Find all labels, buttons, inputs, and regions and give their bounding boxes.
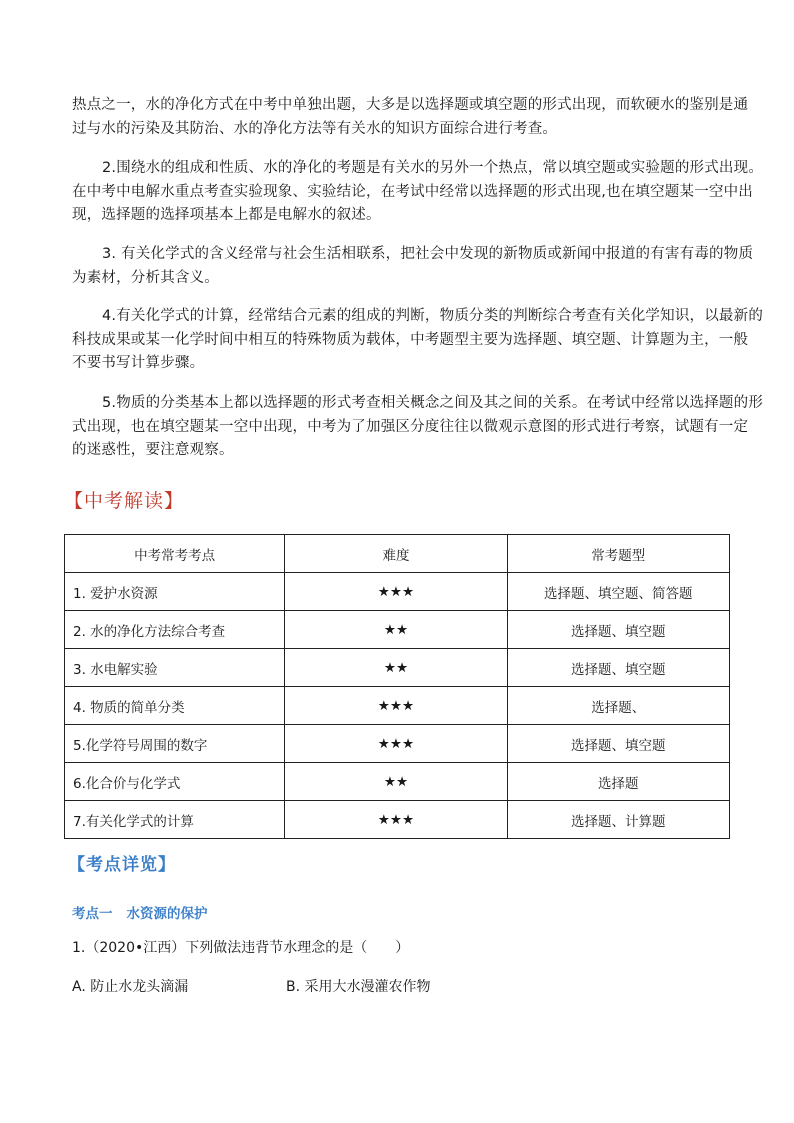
paragraph-line: 现，选择题的选择项基本上都是电解水的叙述。 [72,207,381,223]
subsection-title: 水资源的保护 [126,906,208,922]
difficulty-stars: ★★★ [285,801,507,839]
paragraph-2 [72,157,764,228]
difficulty-stars: ★★★ [285,725,507,763]
paragraph-line: 3. 有关化学式的含义经常与社会生活相联系，把社会中发现的新物质或新闻中报道的有害有毒的物质 [102,246,754,262]
question-types-cell: 选择题、计算题 [507,801,729,839]
exam-point-cell: 2. 水的净化方法综合考查 [65,611,285,649]
table-row [65,801,730,839]
table-row [65,649,730,687]
paragraph-line: 式出现，也在填空题某一空中出现，中考为了加强区分度往往以微观示意图的形式进行考察，试题有一定 [72,418,749,435]
exam-point-cell: 3. 水电解实验 [65,649,285,687]
paragraph-5 [72,392,764,463]
paragraph-line: 5.物质的分类基本上都以选择题的形式考查相关概念之间及其之间的关系。在考试中经常以选择题的形 [102,395,764,411]
difficulty-stars: ★★★ [285,687,507,725]
section-title-exam-interpretation: 【中考解读】 [64,490,185,512]
subsection-heading [72,902,208,922]
question-types-cell: 选择题、填空题 [507,725,729,763]
difficulty-stars: ★★ [285,649,507,687]
difficulty-stars: ★★ [285,611,507,649]
table-header-row [65,535,730,573]
difficulty-stars: ★★★ [285,573,507,611]
subsection-label: 考点一 [72,906,113,922]
question-types-cell: 选择题、 [507,687,729,725]
section-title-key-points: 【考点详览】 [68,855,176,875]
paragraph-line: 科技成果或某一化学时间中相互的特殊物质为载体，中考题型主要为选择题、填空题、计算题为主，一般 [72,331,749,348]
option-b: B. 采用大水漫灌农作物 [286,979,431,995]
difficulty-stars: ★★ [285,763,507,801]
paragraph-line: 热点之一，水的净化方式在中考中单独出题，大多是以选择题或填空题的形式出现，而软硬水的鉴别是通 [72,97,749,113]
paragraph-line: 4.有关化学式的计算，经常结合元素的组成的判断，物质分类的判断综合考查有关化学知识，以最新的 [102,308,764,324]
question-text: 1.（2020•江西）下列做法违背节水理念的是（ ） [72,940,410,956]
paragraph-line: 过与水的污染及其防治、水的净化方法等有关水的知识方面综合进行考查。 [72,120,558,137]
paragraph-1 [72,94,749,141]
column-header: 常考题型 [507,535,729,573]
column-header: 难度 [285,535,507,573]
table-row [65,611,730,649]
paragraph-4 [72,305,764,376]
table-row [65,725,730,763]
paragraph-line: 不要书写计算步骤。 [72,355,205,371]
question-types-cell: 选择题、填空题、简答题 [507,573,729,611]
table-row [65,763,730,801]
exam-point-cell: 7.有关化学式的计算 [65,801,285,839]
exam-point-cell: 6.化合价与化学式 [65,763,285,801]
question-types-cell: 选择题、填空题 [507,611,729,649]
option-a: A. 防止水龙头滴漏 [72,979,189,995]
table-row [65,573,730,611]
paragraph-line: 2.围绕水的组成和性质、水的净化的考题是有关水的另外一个热点，常以填空题或实验题的形式出现。 [102,160,764,176]
paragraph-line: 为素材，分析其含义。 [72,269,219,286]
table-row [65,687,730,725]
column-header: 中考常考考点 [65,535,285,573]
paragraph-line: 在中考中电解水重点考查实验现象、实验结论，在考试中经常以选择题的形式出现,也在填空题某一空中出 [72,183,754,200]
question-types-cell: 选择题、填空题 [507,649,729,687]
paragraph-3 [72,243,754,290]
exam-points-table [64,534,730,839]
exam-point-cell: 5.化学符号周围的数字 [65,725,285,763]
exam-point-cell: 1. 爱护水资源 [65,573,285,611]
paragraph-line: 的迷惑性，要注意观察。 [72,442,234,458]
exam-point-cell: 4. 物质的简单分类 [65,687,285,725]
question-types-cell: 选择题 [507,763,729,801]
